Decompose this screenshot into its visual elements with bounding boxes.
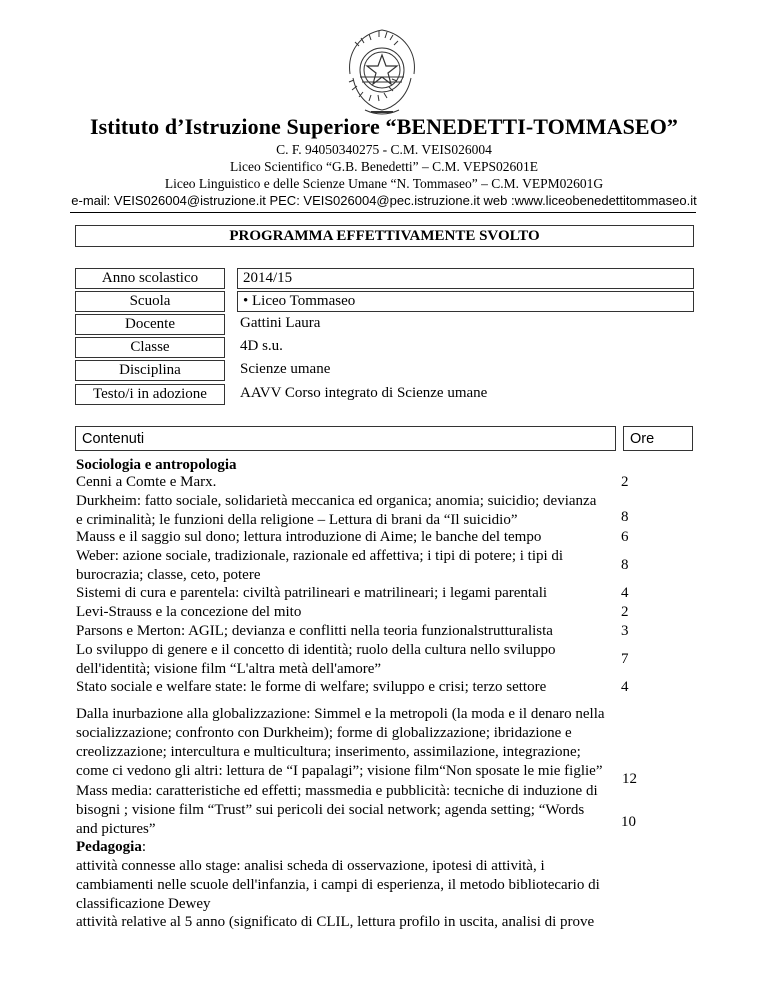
content-line: Parsons e Merton: AGIL; devianza e conflitti nella teoria funzionalstrutturalista xyxy=(76,623,553,639)
content-line: and pictures” xyxy=(76,821,156,837)
docente-label: Docente xyxy=(75,314,225,335)
italian-republic-emblem-icon xyxy=(335,22,429,118)
content-line: Dalla inurbazione alla globalizzazione: Simmel e la metropoli (la moda e il denaro nella xyxy=(76,706,605,722)
section-pedagogia-label: Pedagogia xyxy=(76,839,142,855)
header-contacts: e-mail: VEIS026004@istruzione.it PEC: VEIS026004@pec.istruzione.it web :www.liceobenedettitommaseo.it xyxy=(71,193,697,208)
section-pedagogia-colon: : xyxy=(141,839,147,855)
content-line: creolizzazione; intercultura e multicultura; inserimento, assimilazione, integrazione; xyxy=(76,744,581,760)
hours-value: 2 xyxy=(621,604,629,620)
hours-value: 7 xyxy=(621,651,629,667)
content-line: burocrazia; classe, ceto, potere xyxy=(76,567,261,583)
program-title: PROGRAMMA EFFETTIVAMENTE SVOLTO xyxy=(75,225,694,247)
content-line: attività connesse allo stage: analisi scheda di osservazione, ipotesi di attività, i xyxy=(76,858,545,874)
header-liceo-linguistico: Liceo Linguistico e delle Scienze Umane “N. Tommaseo” – C.M. VEPM02601G xyxy=(164,176,604,191)
content-line: Cenni a Comte e Marx. xyxy=(76,474,217,490)
content-line: classificazione Dewey xyxy=(76,896,211,912)
hours-value: 12 xyxy=(622,771,637,787)
content-line: Levi-Strauss e la concezione del mito xyxy=(76,604,302,620)
content-line: come ci vedono gli altri: lettura de “I papalagi”; visione film“Non sposate le mie figlie” xyxy=(76,763,603,779)
section-pedagogia xyxy=(76,838,146,857)
anno-value: 2014/15 xyxy=(237,268,694,289)
content-line: e criminalità; le funzioni della religione – Lettura di brani da “Il suicidio” xyxy=(76,512,518,528)
hours-value: 2 xyxy=(621,474,629,490)
scuola-value: • Liceo Tommaseo xyxy=(237,291,694,312)
ore-header: Ore xyxy=(623,426,693,451)
hours-value: 8 xyxy=(621,509,629,525)
header-codes: C. F. 94050340275 - C.M. VEIS026004 xyxy=(276,142,492,157)
disciplina-value: Scienze umane xyxy=(240,361,331,377)
content-line: Weber: azione sociale, tradizionale, razionale ed affettiva; i tipi di potere; i tipi di xyxy=(76,548,564,564)
hours-value: 4 xyxy=(621,679,629,695)
scuola-label: Scuola xyxy=(75,291,225,312)
content-line: bisogni ; visione film “Trust” sui pericoli dei social network; agenda setting; “Words xyxy=(76,802,585,818)
content-line: Stato sociale e welfare state: le forme di welfare; sviluppo e crisi; terzo settore xyxy=(76,679,547,695)
content-line: Sistemi di cura e parentela: civiltà patrilineari e matrilineari; i legami parentali xyxy=(76,585,548,601)
content-line: dell'identità; visione film “L'altra metà dell'amore” xyxy=(76,661,382,677)
contenuti-header: Contenuti xyxy=(75,426,616,451)
content-line: Durkheim: fatto sociale, solidarietà meccanica ed organica; anomia; suicidio; devianza xyxy=(76,493,597,509)
disciplina-label: Disciplina xyxy=(75,360,225,381)
classe-value: 4D s.u. xyxy=(240,338,283,354)
hours-value: 6 xyxy=(621,529,629,545)
header-divider xyxy=(70,212,696,213)
content-line: Mauss e il saggio sul dono; lettura introduzione di Aime; le banche del tempo xyxy=(76,529,542,545)
header-liceo-scientifico: Liceo Scientifico “G.B. Benedetti” – C.M. VEPS02601E xyxy=(230,159,538,174)
section-sociologia: Sociologia e antropologia xyxy=(76,457,237,473)
hours-value: 3 xyxy=(621,623,629,639)
content-line: Lo sviluppo di genere e il concetto di identità; ruolo della cultura nello sviluppo xyxy=(76,642,556,658)
hours-value: 10 xyxy=(621,814,636,830)
hours-value: 4 xyxy=(621,585,629,601)
testo-value: AAVV Corso integrato di Scienze umane xyxy=(240,385,488,401)
classe-label: Classe xyxy=(75,337,225,358)
content-line: socializzazione; confronto con Durkheim); forme di globalizzazione; ibridazione e xyxy=(76,725,572,741)
content-line: cambiamenti nelle scuole dell'infanzia, i campi di esperienza, il metodo bibliotecario di xyxy=(76,877,600,893)
institute-title: Istituto d’Istruzione Superiore “BENEDETTI-TOMMASEO” xyxy=(89,114,679,139)
content-line: attività relative al 5 anno (significato di CLIL, lettura profilo in uscita, analisi di prove xyxy=(76,914,595,930)
testo-label: Testo/i in adozione xyxy=(75,384,225,405)
docente-value: Gattini Laura xyxy=(240,315,321,331)
anno-label: Anno scolastico xyxy=(75,268,225,289)
content-line: Mass media: caratteristiche ed effetti; massmedia e pubblicità: tecniche di induzione di xyxy=(76,783,598,799)
hours-value: 8 xyxy=(621,557,629,573)
